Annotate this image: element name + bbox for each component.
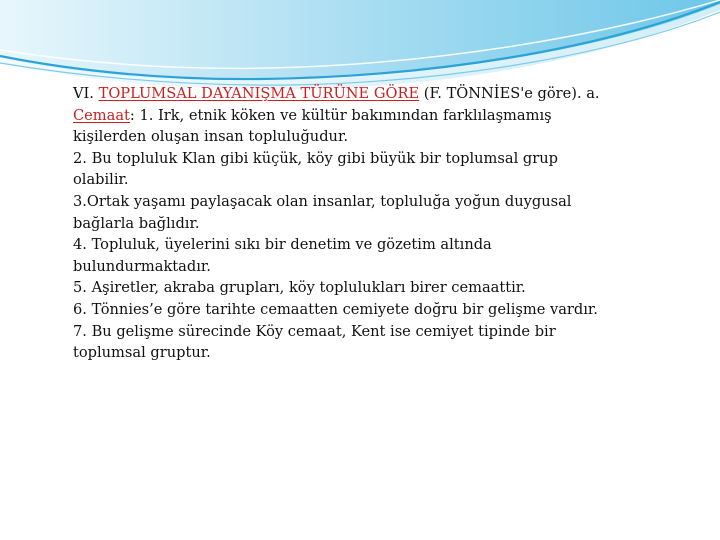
text-line: 7. Bu gelişme sürecinde Köy cemaat, Kent ise cemiyet tipinde bir <box>73 322 556 340</box>
text-line: bulundurmaktadır. <box>73 257 211 275</box>
text-line: olabilir. <box>73 171 129 189</box>
text-line: kişilerden oluşan insan topluluğudur. <box>73 128 348 146</box>
text-line: 3.Ortak yaşamı paylaşacak olan insanlar, topluluğa yoğun duygusal <box>73 192 572 210</box>
heading-line <box>73 83 673 105</box>
term-rest: : 1. Irk, etnik köken ve kültür bakımından farklılaşmamış <box>129 106 552 124</box>
decorative-wave-header <box>0 0 720 95</box>
text-line: 4. Topluluk, üyelerini sıkı bir denetim ve gözetim altında <box>73 236 492 254</box>
heading-red-text: TOPLUMSAL DAYANIŞMA TÜRÜNE GÖRE <box>98 85 420 102</box>
text-line: 2. Bu topluluk Klan gibi küçük, köy gibi büyük bir toplumsal grup <box>73 149 558 167</box>
body-text <box>73 83 673 364</box>
text-line: 5. Aşiretler, akraba grupları, köy toplulukları birer cemaattir. <box>73 279 526 297</box>
text-line: bağlarla bağlıdır. <box>73 214 200 232</box>
heading-rest: (F. TÖNNİES'e göre). a. <box>419 85 600 102</box>
text-line: toplumsal gruptur. <box>73 344 211 362</box>
text-line: 6. Tönnies’e göre tarihte cemaatten cemiyete doğru bir gelişme vardır. <box>73 300 598 318</box>
heading-prefix: VI. <box>73 85 99 102</box>
term-red-text: Cemaat <box>73 106 130 124</box>
term-line <box>73 105 673 127</box>
